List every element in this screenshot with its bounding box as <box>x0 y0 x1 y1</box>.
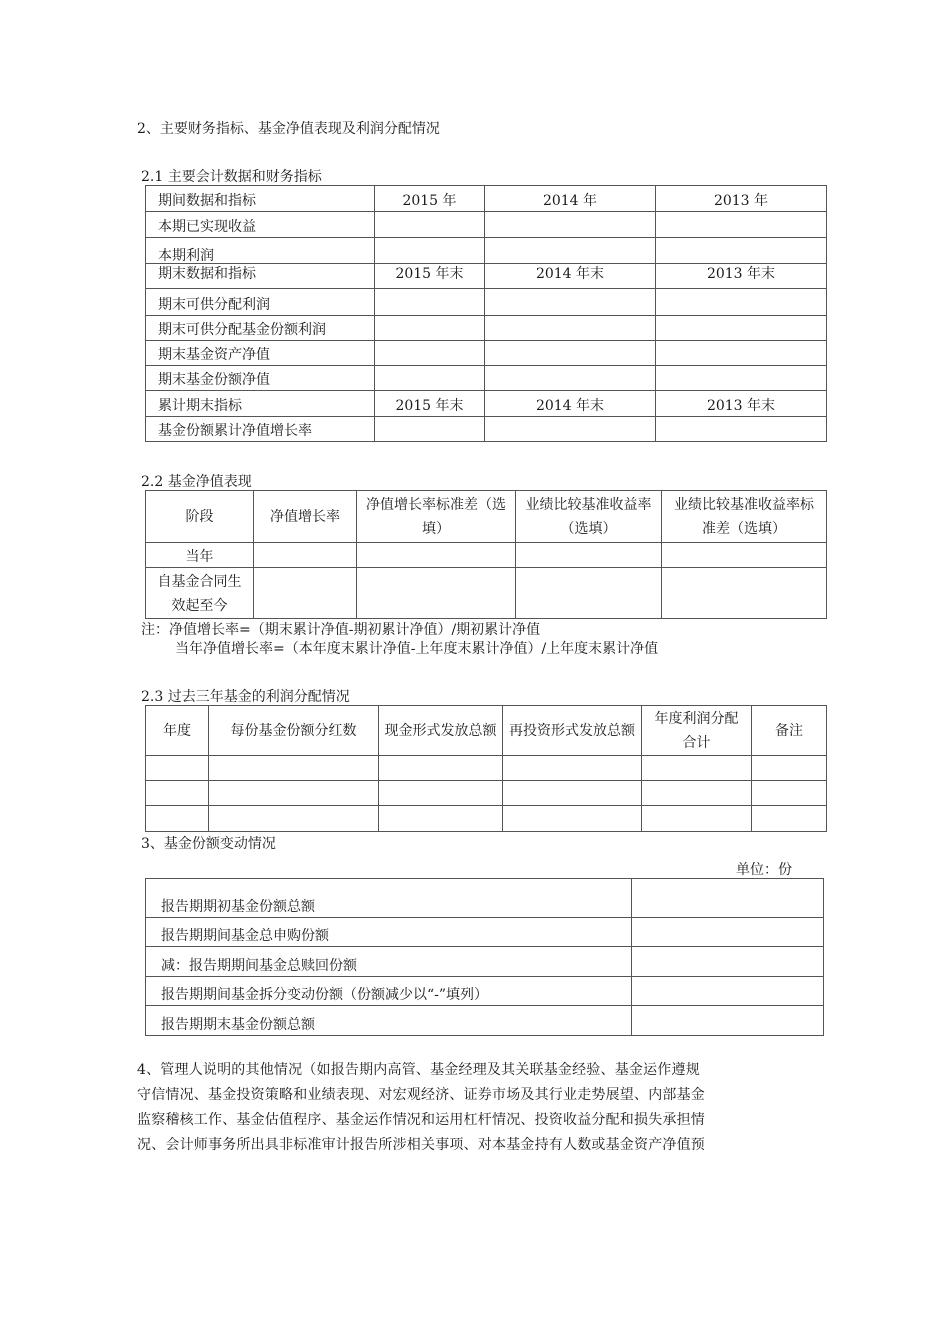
cell <box>375 238 485 264</box>
cell: 报告期期间基金总申购份额 <box>146 918 632 947</box>
cell: 2014 年末 <box>485 264 656 289</box>
header-cell: 业绩比较基准收益率标准差（选填） <box>662 491 827 543</box>
cell: 减：报告期期间基金总赎回份额 <box>146 947 632 977</box>
cell: 报告期期间基金拆分变动份额（份额减少以“-”填列） <box>146 977 632 1006</box>
table-row <box>146 977 824 1006</box>
table-row <box>146 1006 824 1036</box>
table-row <box>146 568 827 619</box>
cell: 累计期末指标 <box>146 391 375 417</box>
section-3-heading: 3、基金份额变动情况 <box>141 836 276 852</box>
table-row <box>146 491 827 543</box>
table-row <box>146 706 827 756</box>
cell <box>656 366 827 391</box>
header-cell: 年度 <box>146 706 209 756</box>
table-row <box>146 212 827 238</box>
cell: 2015 年末 <box>375 391 485 417</box>
paragraph-line: 4、管理人说明的其他情况（如报告期内高管、基金经理及其关联基金经验、基金运作遵规 <box>137 1062 700 1078</box>
table-row <box>146 316 827 341</box>
cell <box>662 543 827 568</box>
cell <box>146 806 209 832</box>
cell <box>752 806 827 832</box>
cell <box>656 289 827 316</box>
cell <box>632 918 824 947</box>
cell: 期间数据和指标 <box>146 186 375 212</box>
table-row <box>146 289 827 316</box>
cell: 基金份额累计净值增长率 <box>146 417 375 442</box>
cell: 2015 年 <box>375 186 485 212</box>
table-row <box>146 756 827 781</box>
cell <box>752 781 827 806</box>
cell <box>656 238 827 264</box>
table-row <box>146 947 824 977</box>
cell <box>379 756 503 781</box>
table-2-1-title: 2.1 主要会计数据和财务指标 <box>141 169 322 185</box>
cell: 2015 年末 <box>375 264 485 289</box>
table-row <box>146 391 827 417</box>
share-change-table <box>145 878 824 1036</box>
cell: 报告期期初基金份额总额 <box>146 879 632 918</box>
nav-performance-table <box>145 490 827 619</box>
financial-indicators-table <box>145 185 827 442</box>
cell <box>209 806 379 832</box>
table-row <box>146 543 827 568</box>
cell <box>632 1006 824 1036</box>
cell: 期末可供分配利润 <box>146 289 375 316</box>
cell <box>503 806 642 832</box>
cell: 期末可供分配基金份额利润 <box>146 316 375 341</box>
cell <box>632 947 824 977</box>
cell <box>375 417 485 442</box>
header-cell: 备注 <box>752 706 827 756</box>
table-row <box>146 186 827 212</box>
cell <box>503 756 642 781</box>
cell <box>752 756 827 781</box>
table-row <box>146 879 824 918</box>
cell <box>375 366 485 391</box>
cell <box>656 417 827 442</box>
cell: 2013 年末 <box>656 391 827 417</box>
cell <box>209 756 379 781</box>
cell <box>642 806 752 832</box>
cell <box>357 543 516 568</box>
cell <box>254 568 357 619</box>
cell <box>357 568 516 619</box>
table-row <box>146 781 827 806</box>
cell <box>375 341 485 366</box>
cell <box>375 212 485 238</box>
header-cell: 阶段 <box>146 491 254 543</box>
table-row <box>146 806 827 832</box>
header-cell: 再投资形式发放总额 <box>503 706 642 756</box>
cell <box>656 316 827 341</box>
note-line-2: 当年净值增长率=（本年度末累计净值-上年度末累计净值）/上年度末累计净值 <box>175 641 659 657</box>
cell <box>485 341 656 366</box>
cell <box>662 568 827 619</box>
cell: 期末数据和指标 <box>146 264 375 289</box>
cell: 期末基金资产净值 <box>146 341 375 366</box>
cell: 2013 年 <box>656 186 827 212</box>
cell <box>375 316 485 341</box>
cell: 报告期期末基金份额总额 <box>146 1006 632 1036</box>
section-4-paragraph <box>137 1058 787 1158</box>
cell <box>209 781 379 806</box>
unit-label: 单位：份 <box>736 862 792 878</box>
table-2-2-title: 2.2 基金净值表现 <box>141 474 252 490</box>
header-cell: 净值增长率 <box>254 491 357 543</box>
cell <box>375 289 485 316</box>
header-cell: 业绩比较基准收益率（选填） <box>516 491 662 543</box>
cell <box>642 781 752 806</box>
cell: 本期利润 <box>146 238 375 264</box>
table-row <box>146 417 827 442</box>
cell <box>379 806 503 832</box>
cell <box>485 212 656 238</box>
header-cell: 现金形式发放总额 <box>379 706 503 756</box>
cell <box>485 238 656 264</box>
cell: 2014 年 <box>485 186 656 212</box>
header-cell: 年度利润分配合计 <box>642 706 752 756</box>
cell: 期末基金份额净值 <box>146 366 375 391</box>
cell: 本期已实现收益 <box>146 212 375 238</box>
cell: 2013 年末 <box>656 264 827 289</box>
cell <box>485 417 656 442</box>
header-cell: 净值增长率标准差（选填） <box>357 491 516 543</box>
section-2-heading: 2、主要财务指标、基金净值表现及利润分配情况 <box>137 121 440 137</box>
cell <box>503 781 642 806</box>
cell <box>656 341 827 366</box>
paragraph-line: 守信情况、基金投资策略和业绩表现、对宏观经济、证券市场及其行业走势展望、内部基金 <box>137 1087 705 1103</box>
cell <box>632 977 824 1006</box>
cell <box>642 756 752 781</box>
cell <box>485 366 656 391</box>
cell <box>485 316 656 341</box>
table-2-3-title: 2.3 过去三年基金的利润分配情况 <box>141 689 350 705</box>
cell <box>632 879 824 918</box>
paragraph-line: 监察稽核工作、基金估值程序、基金运作情况和运用杠杆情况、投资收益分配和损失承担情 <box>137 1112 705 1128</box>
cell <box>379 781 503 806</box>
cell <box>146 781 209 806</box>
cell <box>146 756 209 781</box>
profit-distribution-table <box>145 705 827 832</box>
table-row <box>146 366 827 391</box>
cell: 2014 年末 <box>485 391 656 417</box>
header-cell: 每份基金份额分红数 <box>209 706 379 756</box>
cell <box>516 543 662 568</box>
cell <box>254 543 357 568</box>
cell <box>485 289 656 316</box>
table-row <box>146 238 827 264</box>
note-line-1: 注：净值增长率=（期末累计净值-期初累计净值）/期初累计净值 <box>141 622 541 638</box>
table-row <box>146 264 827 289</box>
table-row <box>146 918 824 947</box>
cell <box>656 212 827 238</box>
table-row <box>146 341 827 366</box>
paragraph-line: 况、会计师事务所出具非标准审计报告所涉相关事项、对本基金持有人数或基金资产净值预 <box>137 1137 705 1153</box>
cell: 当年 <box>146 543 254 568</box>
cell: 自基金合同生效起至今 <box>146 568 254 619</box>
cell <box>516 568 662 619</box>
